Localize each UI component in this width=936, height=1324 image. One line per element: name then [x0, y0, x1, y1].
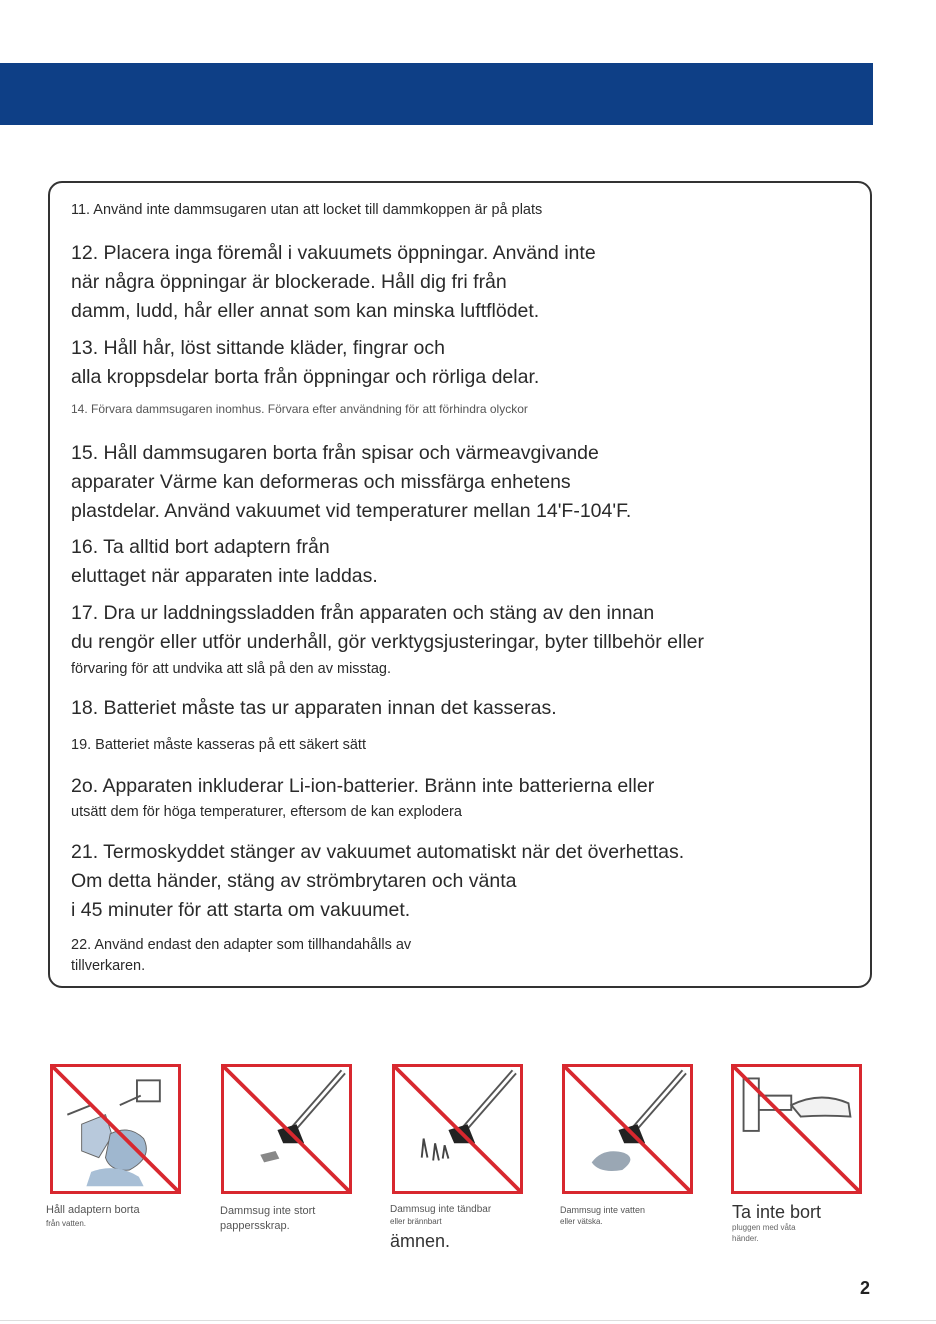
instruction-20: 2o. Apparaten inkluderar Li-ion-batterier. Bränn inte batterierna eller utsätt dem för höga temperaturer, eftersom de kan explodera — [71, 775, 655, 820]
caption-vacuum-water: Dammsug inte vatten eller vätska. — [560, 1205, 646, 1226]
instruction-21: 21. Termoskyddet stänger av vakuumet automatiskt när det överhettas. Om detta händer, stäng av strömbrytaren och vänta i 45 minuter för att starta om vakuumet. — [71, 841, 685, 921]
bottom-rule — [0, 1320, 936, 1321]
caption-vacuum-fire: Dammsug inte tändbar eller brännbart ämnen. — [390, 1204, 492, 1251]
caption-plug-wet-hand: Ta inte bort pluggen med våta händer. — [732, 1202, 822, 1243]
vacuum-paper-icon — [221, 1064, 352, 1194]
vacuum-fire-icon — [392, 1064, 523, 1194]
instruction-22: 22. Använd endast den adapter som tillhandahålls av tillverkaren. — [71, 937, 412, 974]
warning-pictograms — [0, 1064, 936, 1251]
header-bar — [0, 63, 873, 125]
page-number: 2 — [860, 1278, 871, 1298]
instruction-11: 11. Använd inte dammsugaren utan att locket till dammkoppen är på plats — [71, 202, 543, 218]
vacuum-water-icon — [562, 1064, 693, 1194]
instruction-14: 14. Förvara dammsugaren inomhus. Förvara efter användning för att förhindra olyckor — [71, 402, 528, 416]
caption-adapter-water: Håll adaptern borta från vatten. — [46, 1204, 140, 1228]
instruction-18: 18. Batteriet måste tas ur apparaten innan det kasseras. — [71, 697, 557, 719]
instruction-15: 15. Håll dammsugaren borta från spisar och värmeavgivande apparater Värme kan deformeras och missfärga enhetens plastdelar. Använd vakuumet vid temperaturer mellan 14'F-104'F. — [71, 442, 632, 522]
adapter-water-icon — [50, 1064, 181, 1194]
plug-wet-hand-icon — [731, 1064, 862, 1194]
instruction-13: 13. Håll hår, löst sittande kläder, fingrar och alla kroppsdelar borta från öppningar och rörliga delar. — [71, 337, 540, 388]
instruction-17: 17. Dra ur laddningssladden från apparaten och stäng av den innan du rengör eller utför underhåll, gör verktygsjusteringar, byter tillbehör eller förvaring för att undvika att slå på den av misstag. — [71, 602, 704, 677]
instruction-12: 12. Placera inga föremål i vakuumets öppningar. Använd inte när några öppningar är blockerade. Håll dig fri från damm, ludd, hår eller annat som kan minska luftflödet. — [71, 242, 596, 322]
instruction-19: 19. Batteriet måste kasseras på ett säkert sätt — [71, 737, 366, 753]
instruction-16: 16. Ta alltid bort adaptern från eluttaget när apparaten inte laddas. — [71, 536, 378, 587]
caption-vacuum-paper: Dammsug inte stort pappersskrap. — [220, 1205, 316, 1232]
